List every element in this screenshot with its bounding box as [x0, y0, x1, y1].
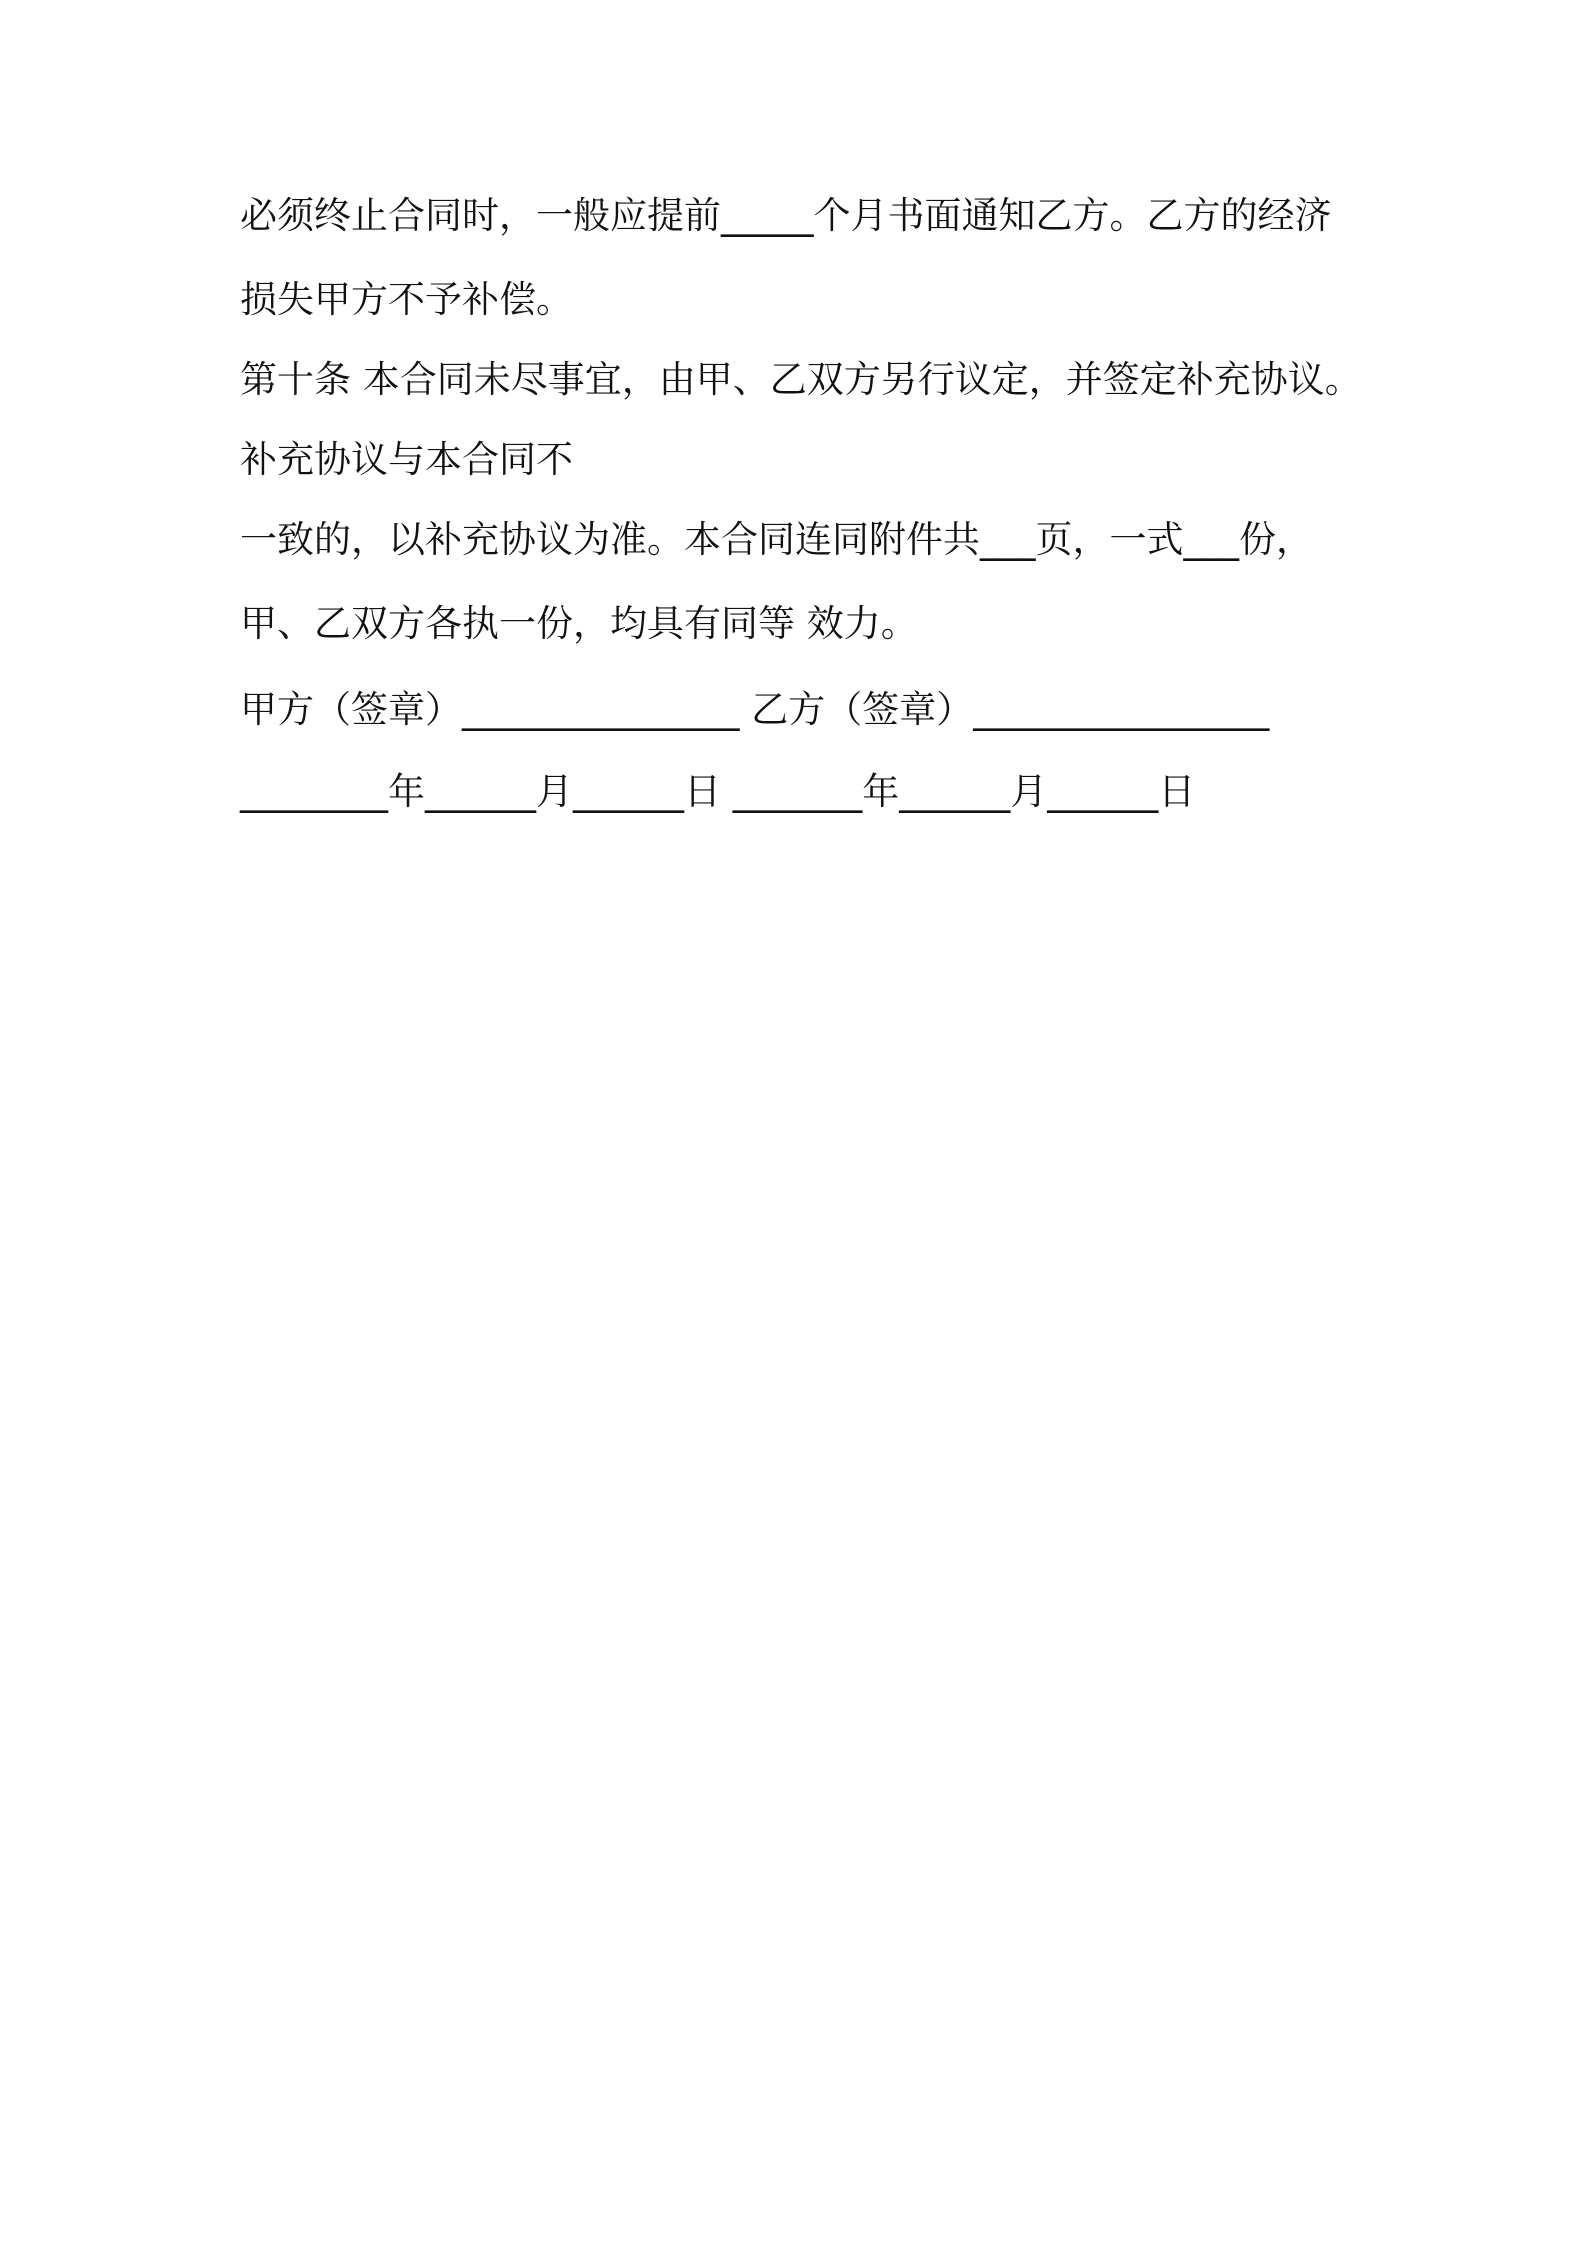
paragraph-line-no-compensation: 损失甲方不予补偿。 [240, 278, 573, 321]
paragraph-line-equal-effect: 甲、乙双方各执一份，均具有同等 效力。 [240, 602, 918, 645]
article-ten-line: 第十条 本合同未尽事宜，由甲、乙双方另行议定，并签定补充协议。 [240, 358, 1362, 401]
date-line: ________年______月______日 _______年______月______日 [240, 770, 1196, 813]
contract-text [240, 196, 1380, 812]
paragraph-line-termination-notice: 必须终止合同时，一般应提前_____个月书面通知乙方。乙方的经济 [240, 194, 1332, 237]
signature-line: 甲方（签章）_______________ 乙方（签章）________________ [240, 688, 1270, 731]
paragraph-line-pages-copies: 一致的，以补充协议为准。本合同连同附件共___页，一式___份， [240, 518, 1313, 561]
paragraph-line-supplement: 补充协议与本合同不 [240, 438, 573, 481]
